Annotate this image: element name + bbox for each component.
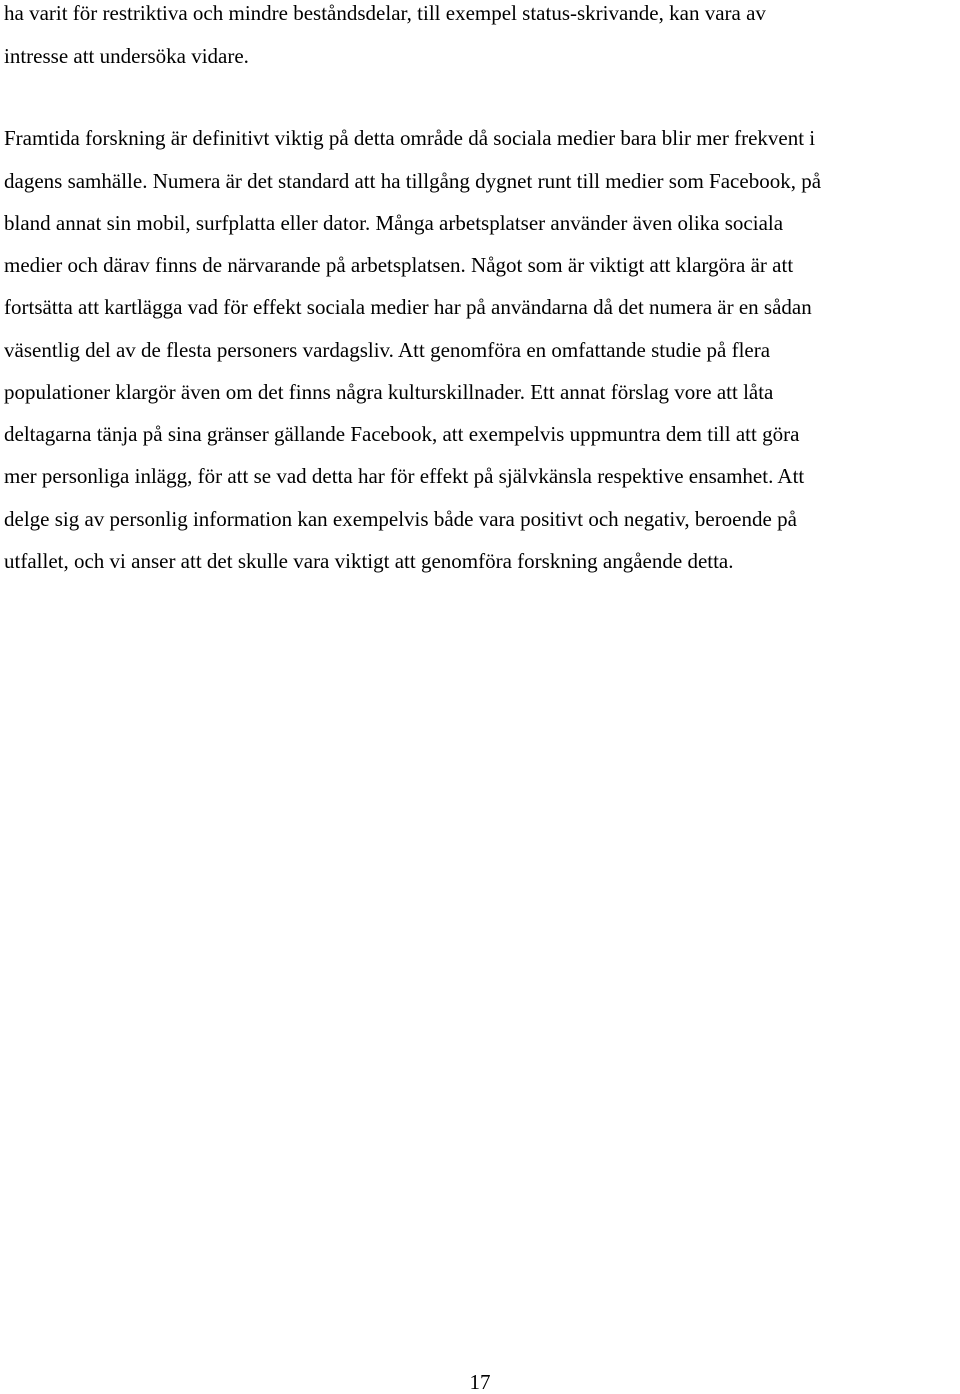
text-line: deltagarna tänja på sina gränser gällande Facebook, att exempelvis uppmuntra dem till att göra (4, 422, 800, 446)
text-line: mer personliga inlägg, för att se vad detta har för effekt på självkänsla respektive ensamhet. Att (4, 464, 805, 488)
text-line: utfallet, och vi anser att det skulle vara viktigt att genomföra forskning angående detta. (4, 549, 734, 573)
text-line: populationer klargör även om det finns några kulturskillnader. Ett annat förslag vore att låta (4, 380, 774, 404)
text-line: medier och därav finns de närvarande på arbetsplatsen. Något som är viktigt att klargöra är att (4, 253, 794, 277)
text-line: delge sig av personlig information kan exempelvis både vara positivt och negativ, beroende på (4, 507, 797, 531)
text-line: bland annat sin mobil, surfplatta eller dator. Många arbetsplatser använder även olika sociala (4, 211, 784, 235)
text-line: fortsätta att kartlägga vad för effekt sociala medier har på användarna då det numera är en sådan (4, 295, 812, 319)
text-line: Framtida forskning är definitivt viktig på detta område då sociala medier bara blir mer frekvent i (4, 126, 816, 150)
text-line: dagens samhälle. Numera är det standard att ha tillgång dygnet runt till medier som Facebook, på (4, 169, 822, 193)
page-number: 17 (469, 1370, 491, 1394)
text-line: intresse att undersöka vidare. (4, 44, 249, 68)
text-line: väsentlig del av de flesta personers vardagsliv. Att genomföra en omfattande studie på flera (4, 338, 771, 362)
text-line: ha varit för restriktiva och mindre beståndsdelar, till exempel status-skrivande, kan vara av (4, 1, 766, 25)
